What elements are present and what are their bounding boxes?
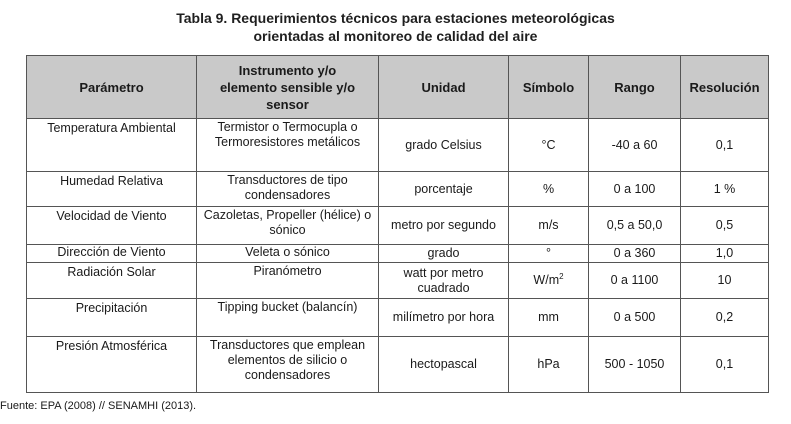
cell-resolucion: 1 % xyxy=(681,172,769,207)
cell-simbolo: ° xyxy=(509,245,589,263)
header-rango: Rango xyxy=(589,56,681,119)
header-parametro: Parámetro xyxy=(27,56,197,119)
cell-resolucion: 0,2 xyxy=(681,299,769,337)
cell-parametro: Presión Atmosférica xyxy=(27,337,197,393)
table-row xyxy=(27,119,769,172)
cell-parametro: Radiación Solar xyxy=(27,263,197,299)
cell-parametro: Velocidad de Viento xyxy=(27,207,197,245)
cell-resolucion: 0,5 xyxy=(681,207,769,245)
cell-rango: 0,5 a 50,0 xyxy=(589,207,681,245)
cell-instrumento: Tipping bucket (balancín) xyxy=(197,299,379,337)
cell-unidad: milímetro por hora xyxy=(379,299,509,337)
table-title xyxy=(0,9,791,45)
cell-simbolo: m/s xyxy=(509,207,589,245)
table-row xyxy=(27,299,769,337)
cell-instrumento: Transductores que emplean elementos de silicio o condensadores xyxy=(197,337,379,393)
cell-instrumento: Veleta o sónico xyxy=(197,245,379,263)
cell-simbolo: °C xyxy=(509,119,589,172)
cell-rango: -40 a 60 xyxy=(589,119,681,172)
cell-unidad: grado Celsius xyxy=(379,119,509,172)
header-simbolo: Símbolo xyxy=(509,56,589,119)
table-row xyxy=(27,337,769,393)
header-instrumento: Instrumento y/o elemento sensible y/o sensor xyxy=(197,56,379,119)
table-row xyxy=(27,207,769,245)
simbolo-exponent: 2 xyxy=(559,271,564,281)
source-note: Fuente: EPA (2008) // SENAMHI (2013). xyxy=(0,400,197,412)
cell-unidad: metro por segundo xyxy=(379,207,509,245)
cell-resolucion: 0,1 xyxy=(681,119,769,172)
table-row xyxy=(27,245,769,263)
header-unidad: Unidad xyxy=(379,56,509,119)
cell-instrumento: Cazoletas, Propeller (hélice) o sónico xyxy=(197,207,379,245)
cell-instrumento: Termistor o Termocupla o Termoresistores metálicos xyxy=(197,119,379,172)
table-row xyxy=(27,263,769,299)
cell-resolucion: 0,1 xyxy=(681,337,769,393)
header-row xyxy=(27,56,769,119)
cell-parametro: Temperatura Ambiental xyxy=(27,119,197,172)
cell-rango: 0 a 1100 xyxy=(589,263,681,299)
cell-simbolo: hPa xyxy=(509,337,589,393)
cell-parametro: Dirección de Viento xyxy=(27,245,197,263)
table-title-line-1: Tabla 9. Requerimientos técnicos para estaciones meteorológicas xyxy=(176,10,615,26)
cell-unidad: hectopascal xyxy=(379,337,509,393)
header-resolucion: Resolución xyxy=(681,56,769,119)
cell-simbolo: mm xyxy=(509,299,589,337)
cell-unidad: porcentaje xyxy=(379,172,509,207)
cell-simbolo: % xyxy=(509,172,589,207)
cell-parametro: Humedad Relativa xyxy=(27,172,197,207)
simbolo-base: W/m xyxy=(533,273,560,287)
cell-resolucion: 10 xyxy=(681,263,769,299)
table-row xyxy=(27,172,769,207)
cell-simbolo xyxy=(509,263,589,299)
cell-rango: 0 a 100 xyxy=(589,172,681,207)
table-title-line-2: orientadas al monitoreo de calidad del aire xyxy=(253,28,538,44)
cell-resolucion: 1,0 xyxy=(681,245,769,263)
cell-rango: 0 a 500 xyxy=(589,299,681,337)
cell-rango: 500 - 1050 xyxy=(589,337,681,393)
cell-instrumento: Piranómetro xyxy=(197,263,379,299)
requirements-table xyxy=(26,55,769,393)
cell-unidad: grado xyxy=(379,245,509,263)
cell-instrumento: Transductores de tipo condensadores xyxy=(197,172,379,207)
cell-parametro: Precipitación xyxy=(27,299,197,337)
cell-rango: 0 a 360 xyxy=(589,245,681,263)
cell-unidad: watt por metro cuadrado xyxy=(379,263,509,299)
